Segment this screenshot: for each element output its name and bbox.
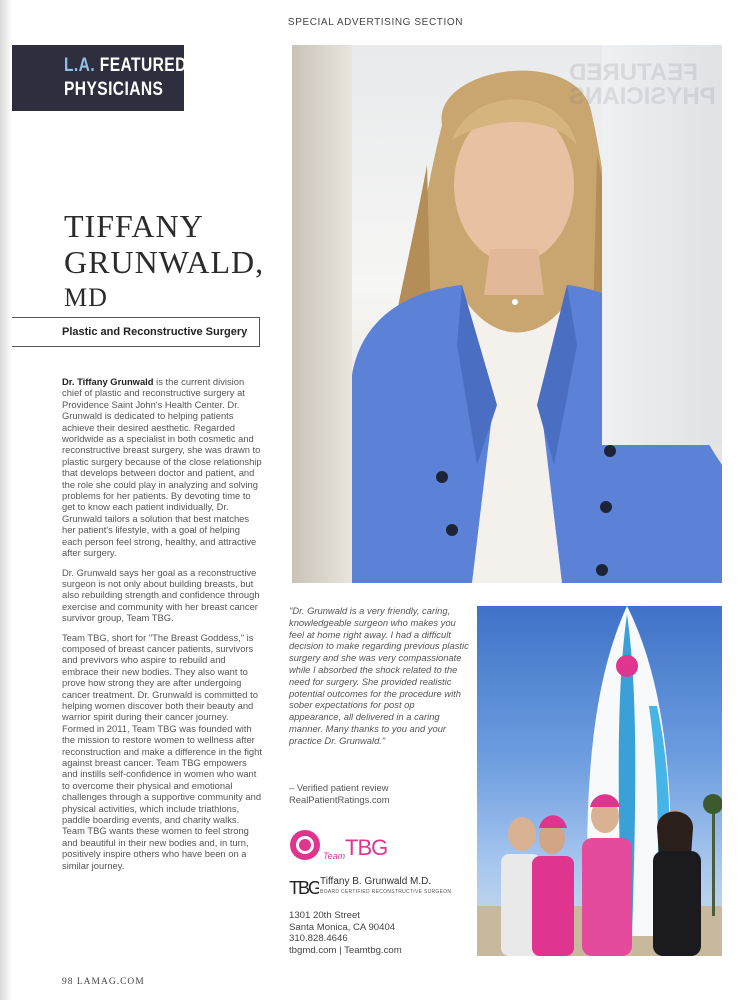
- article-paragraph-1: Dr. Tiffany Grunwald is the current division chief of plastic and reconstructive surgery at Providence Saint John's Health Center. Dr. Grunwald is dedicated to helping patients achieve their desired aesthetic. Regarded worldwide as a specialist in both cosmetic and reconstructive breast surgery, she was drawn to plastic surgery because of the close relationship that develops between doctor and patient, and the role she could play in analyzing and solving problems for her patients. By devoting time to get to know each patient individually, Dr. Grunwald tailors a solution that best matches her patient's lifestyle, with a goal of helping each person feel strong, healthy, and attractive after surgery.: [62, 376, 262, 559]
- tbg-mark-icon: [289, 875, 319, 897]
- doctor-portrait-photo: [292, 45, 722, 583]
- featured-physicians-badge: [12, 45, 187, 111]
- tbg-letters: TBG: [345, 835, 388, 860]
- specialty-box: [12, 317, 260, 347]
- team-tbg-logo: [289, 829, 429, 863]
- doctor-name: [64, 208, 264, 316]
- contact-websites: tbgmd.com | Teamtbg.com: [289, 944, 402, 956]
- address-street: 1301 20th Street: [289, 910, 360, 921]
- testimonial-attribution-line: – Verified patient review: [289, 782, 389, 793]
- contact-phone: 310.828.4646: [289, 933, 348, 945]
- page-spine-shadow: [0, 0, 12, 1000]
- article-body: [62, 376, 262, 879]
- badge-line-2: PHYSICIANS: [64, 79, 164, 100]
- testimonial-source: RealPatientRatings.com: [289, 794, 390, 805]
- specialty-label: Plastic and Reconstructive Surgery: [62, 326, 248, 338]
- grunwald-md-logo: [289, 875, 464, 899]
- grunwald-logo-name: Tiffany B. Grunwald M.D.: [320, 876, 432, 887]
- tbg-team-word: Team: [323, 851, 346, 861]
- testimonial-quote: "Dr. Grunwald is a very friendly, caring, knowledgeable surgeon who makes you feel at home right away. I had a difficult decision to make regarding previous plastic surgery and she was very compassionate while I absorbed the shock related to the need for surgery. She provided realistic potential outcomes for the procedure with sober expectations for post op appearance, all delivered in a caring manner. Many thanks to you and your practice Dr. Grunwald.": [289, 605, 469, 746]
- badge-line-1: L.A. FEATURED: [64, 55, 187, 76]
- doctor-suffix: MD: [64, 283, 108, 312]
- background-ghost-text: FEATURED PHYSICIANS: [569, 59, 716, 110]
- team-photo-scene: [477, 606, 722, 956]
- address-city: Santa Monica, CA 90404: [289, 921, 396, 933]
- svg-text:TBG: TBG: [289, 878, 319, 897]
- testimonial-attribution: [289, 782, 469, 806]
- grunwald-logo-subtitle: BOARD CERTIFIED RECONSTRUCTIVE SURGEON: [320, 889, 452, 895]
- contact-block: [289, 910, 402, 956]
- article-paragraph-3: Team TBG, short for "The Breast Goddess," is composed of breast cancer patients, survivors and previvors who aspire to rebuild and embrace their new bodies. They also want to prove how strong they are after undergoing cancer treatment. Dr. Grunwald is committed to helping women discover both their beauty and warrior spirit during their cancer journey. Formed in 2011, Team TBG was founded with the mission to restore women to wellness after reconstruction and make a difference in the fight against breast cancer. Team TBG empowers and instills self-confidence in women who want to overcome their physical and emotional challenges through a supportive community and physical activities, which include triathlons, paddle boarding events, and charity walks. Team TBG wants these women to feel strong and beautiful in their new bodies and, in turn, positively inspire others who have been on a similar journey.: [62, 631, 262, 871]
- doctor-last-name: GRUNWALD,: [64, 244, 265, 280]
- doctor-first-name: TIFFANY: [64, 208, 204, 244]
- page-footer: 98 LAMAG.COM: [62, 977, 145, 987]
- article-paragraph-2: Dr. Grunwald says her goal as a reconstructive surgeon is not only about building breasts, but also rebuilding strength and confidence through exercise and community with her breast cancer survivor group, Team TBG.: [62, 566, 260, 624]
- team-paddleboard-photo: [477, 606, 722, 956]
- section-header: SPECIAL ADVERTISING SECTION: [287, 17, 464, 28]
